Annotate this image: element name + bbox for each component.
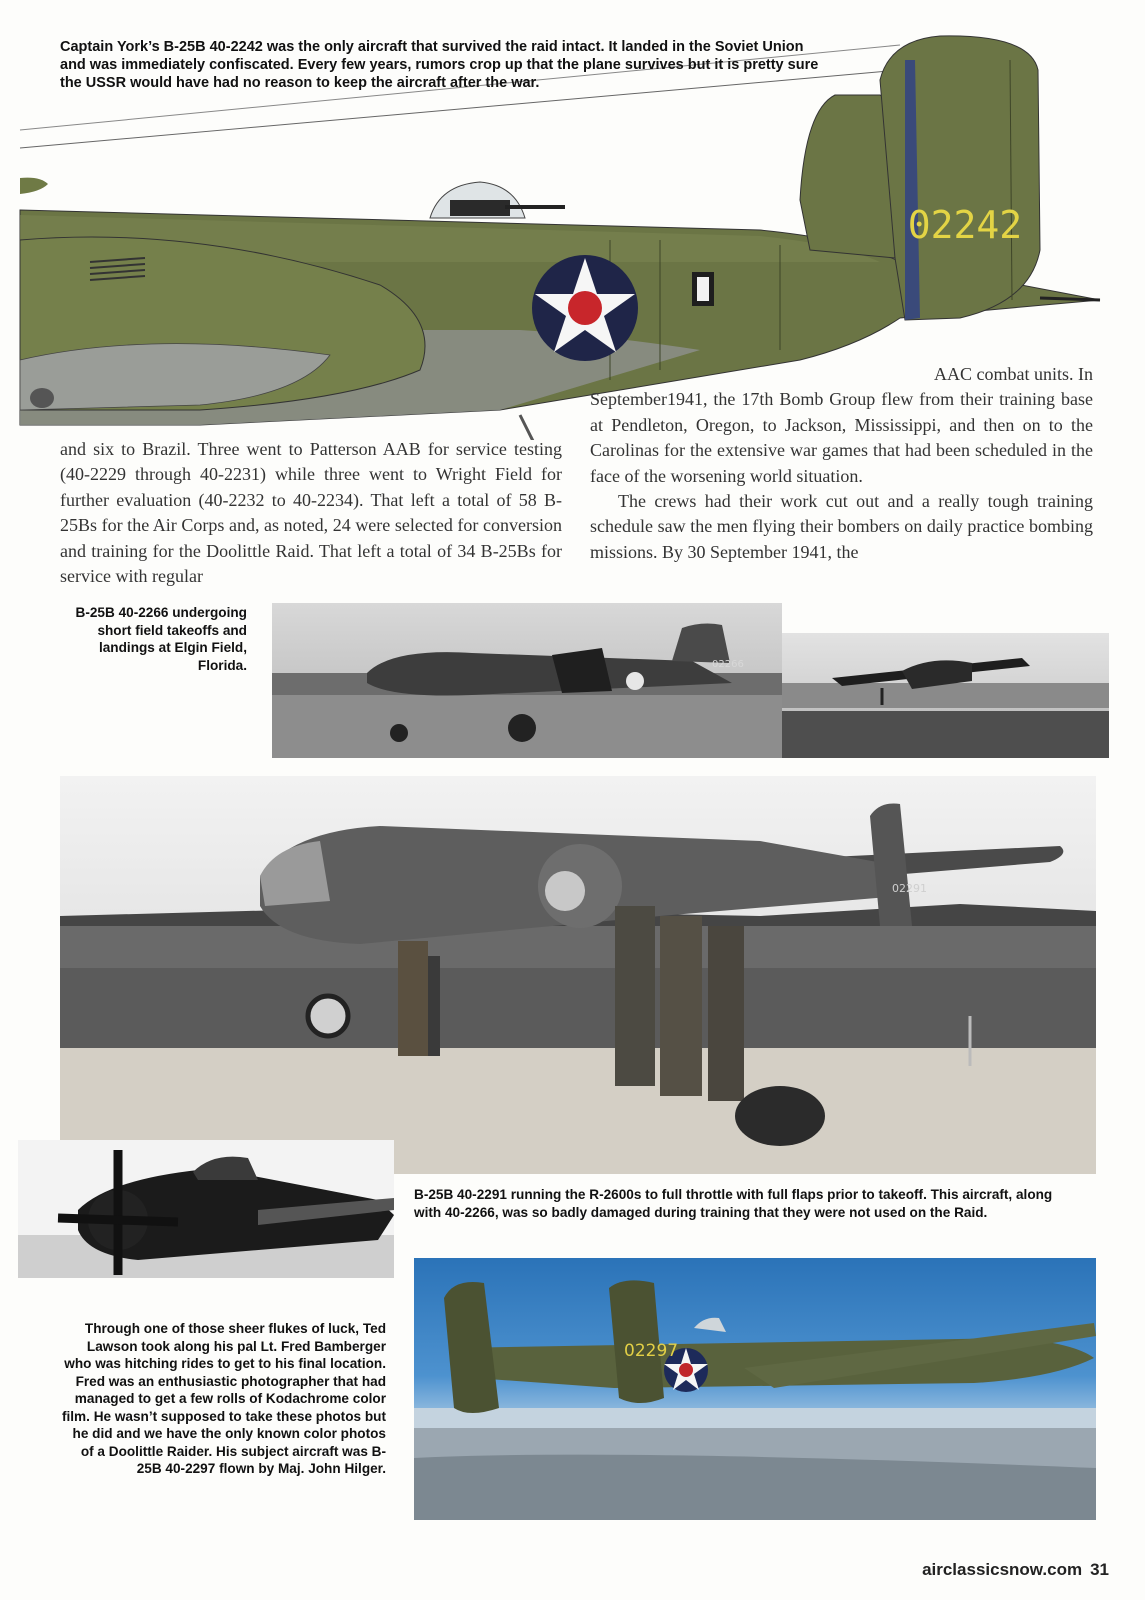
right-column-paragraph-1: September1941, the 17th Bomb Group flew from their training base at Pendleton, Oregon, to Jackson, Mississippi, and then on to the Carolinas for the extensive war games that had been scheduled in the face of the worsening world situation. <box>590 389 1093 486</box>
photo5-caption: Through one of those sheer flukes of luck, Ted Lawson took along his pal Lt. Fred Bamberger who was hitching rides to get to his final location. Fred was an enthusiastic photographer that had managed to get a few rolls of Kodachrome color film. He wasn’t supposed to take these photos but he did and we have the only known color photos of a Doolittle Raider. His subject aircraft was B-25B 40-2297 flown by Maj. John Hilger. <box>61 1321 386 1476</box>
top-caption: Captain York’s B-25B 40-2242 was the only aircraft that survived the raid intact. It landed in the Soviet Union and was immediately confiscated. Every few years, rumors crop up that the plane survives but it is pretty sure the USSR would have had no reason to keep the aircraft after the war. <box>60 39 819 91</box>
right-column-text <box>590 362 1093 565</box>
page-footer <box>922 1560 1109 1580</box>
photo-b25b-40-2297-color-airborne <box>414 1258 1096 1520</box>
right-column-lead: AAC combat units. In <box>934 364 1093 384</box>
left-column-text <box>60 437 562 589</box>
footer-website: airclassicsnow.com <box>922 1560 1083 1579</box>
photo1-tail-serial: 02266 <box>712 659 744 670</box>
photo3-tail-serial: 02291 <box>892 882 927 895</box>
photo-b25b-40-2291-ground-crew <box>60 776 1096 1174</box>
photo3-caption: B-25B 40-2291 running the R-2600s to full throttle with full flaps prior to takeoff. This aircraft, along with 40-2266, was so badly damaged during training that they were not used on the Raid. <box>414 1187 1053 1220</box>
right-column-paragraph-2: The crews had their work cut out and a really tough training schedule saw the men flying their bombers on daily practice bombing missions. By 30 September 1941, the <box>590 491 1093 562</box>
profile-tail-serial: 02242 <box>907 203 1023 247</box>
photo5-tail-serial: 02297 <box>624 1341 679 1361</box>
photo-b25b-40-2266-runway <box>272 603 782 758</box>
photo-b25b-nose-closeup <box>18 1140 394 1278</box>
photo1-caption: B-25B 40-2266 undergoing short field takeoffs and landings at Elgin Field, Florida. <box>75 605 247 673</box>
photo-b25b-takeoff <box>782 633 1109 758</box>
left-column-paragraph: and six to Brazil. Three went to Patterson AAB for service testing (40-2229 through 40-2231) while three went to Wright Field for further evaluation (40-2232 to 40-2234). That left a total of 58 B-25Bs for the Air Corps and, as noted, 24 were selected for conversion and training for the Doolittle Raid. That left a total of 34 B-25Bs for service with regular <box>60 439 562 587</box>
page-number: 31 <box>1090 1560 1109 1579</box>
